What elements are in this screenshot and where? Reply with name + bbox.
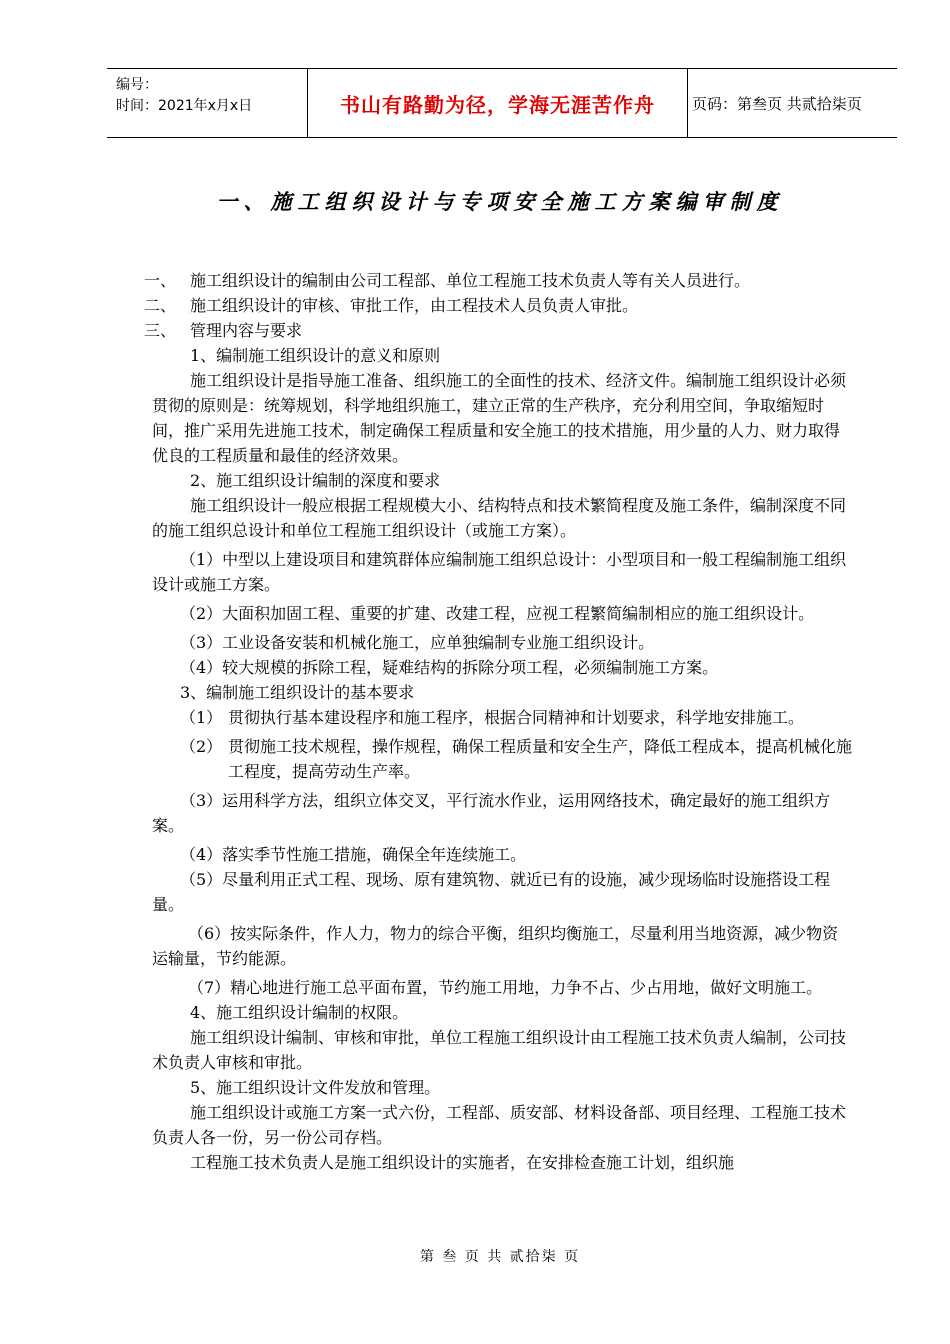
paragraph: 工程施工技术负责人是施工组织设计的实施者，在安排检查施工计划，组织施 xyxy=(190,1153,735,1172)
header-page-info: 页码：第叁页 共贰拾柒页 xyxy=(692,94,862,113)
subheading-4: 4、施工组织设计编制的权限。 xyxy=(190,1003,409,1022)
subheading-2: 2、施工组织设计编制的深度和要求 xyxy=(190,471,441,490)
list-item xyxy=(152,705,852,730)
list-item xyxy=(152,734,852,784)
page-footer: 第 叁 页 共 贰拾柒 页 xyxy=(419,1249,581,1265)
list-item: （2）大面积加固工程、重要的扩建、改建工程，应视工程繁简编制相应的施工组织设计。 xyxy=(180,604,815,623)
list-item: （7）精心地进行施工总平面布置，节约施工用地，力争不占、少占用地，做好文明施工。 xyxy=(188,978,823,997)
section-text: 施工组织设计的审核、审批工作，由工程技术人员负责人审批。 xyxy=(190,296,639,315)
list-item: （3）工业设备安装和机械化施工，应单独编制专业施工组织设计。 xyxy=(180,633,655,652)
list-item: （4）落实季节性施工措施，确保全年连续施工。 xyxy=(180,845,527,864)
section-number: 一、 xyxy=(144,271,177,290)
section-text: 管理内容与要求 xyxy=(190,321,303,340)
paragraph: 施工组织设计编制、审核和审批，单位工程施工组织设计由工程施工技术负责人编制，公司技术负责人审核和审批。 xyxy=(152,1028,847,1072)
header-slogan: 书山有路勤为径，学海无涯苦作舟 xyxy=(307,69,688,137)
paragraph: 施工组织设计一般应根据工程规模大小、结构特点和技术繁简程度及施工条件，编制深度不同的施工组织总设计和单位工程施工组织设计（或施工方案）。 xyxy=(152,496,847,540)
document-body xyxy=(144,268,853,1175)
page-header xyxy=(107,68,897,138)
time-label: 时间：2021年x月x日 xyxy=(116,98,253,114)
list-item: （4）较大规模的拆除工程，疑难结构的拆除分项工程，必须编制施工方案。 xyxy=(180,658,719,677)
section-2 xyxy=(144,293,852,318)
subheading-1: 1、编制施工组织设计的意义和原则 xyxy=(190,346,441,365)
section-number: 二、 xyxy=(144,296,177,315)
section-1 xyxy=(144,268,852,293)
subheading-3: 3、编制施工组织设计的基本要求 xyxy=(180,683,415,702)
list-item: （5）尽量利用正式工程、现场、原有建筑物、就近已有的设施，减少现场临时设施搭设工程量。 xyxy=(152,870,831,914)
paragraph: 施工组织设计是指导施工准备、组织施工的全面性的技术、经济文件。编制施工组织设计必须贯彻的原则是：统筹规划，科学地组织施工，建立正常的生产秩序，充分利用空间，争取缩短时间，推广采用先进施工技术，制定确保工程质量和安全施工的技术措施，用少量的人力、财力取得优良的工程质量和最佳的经济效果。 xyxy=(152,371,847,465)
list-item: （3）运用科学方法，组织立体交叉，平行流水作业，运用网络技术，确定最好的施工组织方案。 xyxy=(152,791,831,835)
paragraph: 施工组织设计或施工方案一式六份，工程部、质安部、材料设备部、项目经理、工程施工技术负责人各一份，另一份公司存档。 xyxy=(152,1103,847,1147)
item-text: 贯彻执行基本建设程序和施工程序，根据合同精神和计划要求，科学地安排施工。 xyxy=(228,708,805,727)
list-item: （6）按实际条件，作人力，物力的综合平衡，组织均衡施工，尽量利用当地资源，减少物资运输量，节约能源。 xyxy=(152,924,839,968)
section-3 xyxy=(144,318,852,343)
subheading-5: 5、施工组织设计文件发放和管理。 xyxy=(190,1078,441,1097)
list-item: （1）中型以上建设项目和建筑群体应编制施工组织总设计：小型项目和一般工程编制施工组织设计或施工方案。 xyxy=(152,550,847,594)
header-meta xyxy=(116,75,252,117)
section-text: 施工组织设计的编制由公司工程部、单位工程施工技术负责人等有关人员进行。 xyxy=(190,271,751,290)
item-number: （1） xyxy=(180,708,223,727)
item-number: （2） xyxy=(180,737,223,756)
item-text: 贯彻施工技术规程，操作规程，确保工程质量和安全生产，降低工程成本，提高机械化施工程度，提高劳动生产率。 xyxy=(228,737,853,781)
number-label: 编号： xyxy=(116,77,158,93)
document-title: 一、施工组织设计与专项安全施工方案编审制度 xyxy=(216,189,784,214)
section-number: 三、 xyxy=(144,321,177,340)
